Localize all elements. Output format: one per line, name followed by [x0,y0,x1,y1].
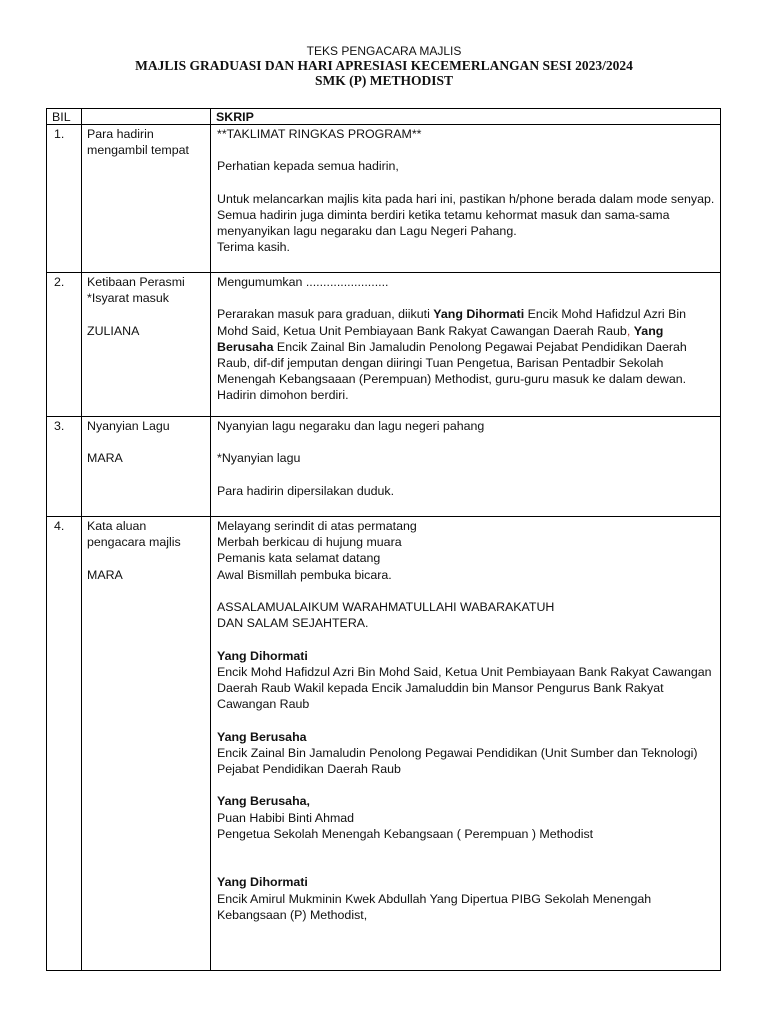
guest-title: Yang Dihormati [217,875,308,890]
row-item [82,417,211,517]
row-script [211,125,721,273]
table-row [47,517,721,971]
guest-title: Yang Berusaha, [217,794,310,809]
row-script [211,273,721,417]
row-item [82,517,211,971]
event-title: MAJLIS GRADUASI DAN HARI APRESIASI KECEMERLANGAN SESI 2023/2024 [135,58,633,73]
row-number: 2. [47,273,82,417]
pantun-line: Awal Bismillah pembuka bicara. [217,567,392,582]
bil-header: BIL [47,109,82,125]
item-line: *Isyarat masuk [87,291,169,306]
script-paragraph: Hadirin dimohon berdiri. [217,388,349,403]
guest-title: Yang Dihormati [217,648,308,663]
script-table [46,108,721,971]
skrip-header: SKRIP [211,109,721,125]
item-line: pengacara majlis [87,535,181,550]
guest-description: Encik Zainal Bin Jamaludin Penolong Pegawai Pendidikan (Unit Sumber dan Teknologi) Pejabat Pendidikan Daerah Raub [217,745,698,776]
table-row [47,125,721,273]
document-subtitle: TEKS PENGACARA MAJLIS [306,44,462,58]
guest-description: Puan Habibi Binti Ahmad [217,810,355,825]
row-number: 1. [47,125,82,273]
row-item [82,125,211,273]
script-title: **TAKLIMAT RINGKAS PROGRAM** [217,127,422,141]
script-paragraph: Untuk melancarkan majlis kita pada hari ini, pastikan h/phone berada dalam mode senyap. Semua hadirin juga diminta berdiri ketika tetamu kehormat masuk dan sama-sama menyanyikan lagu negaraku dan Lagu Negeri Pahang. [217,191,715,239]
item-header [82,109,211,125]
row-number: 4. [47,517,82,971]
item-line: mengambil tempat [87,143,189,158]
guest-title: Yang Berusaha [217,729,307,744]
pantun-line: Merbah berkicau di hujung muara [217,535,402,550]
greeting-line: DAN SALAM SEJAHTERA. [217,616,369,631]
presenter-name: MARA [87,451,123,466]
item-line: Para hadirin [87,127,154,141]
guest-description: Encik Amirul Mukminin Kwek Abdullah Yang Dipertua PIBG Sekolah Menengah Kebangsaan (P) Methodist, [217,891,652,922]
school-name: SMK (P) METHODIST [314,73,453,88]
item-line: Kata aluan [87,519,147,533]
greeting-line: ASSALAMUALAIKUM WARAHMATULLAHI WABARAKATUH [217,600,555,614]
row-script [211,517,721,971]
table-row [47,417,721,517]
table-header-row [47,109,721,125]
pantun-line: Pemanis kata selamat datang [217,551,381,566]
guest-description: Encik Mohd Hafidzul Azri Bin Mohd Said, Ketua Unit Pembiayaan Bank Rakyat Cawangan Daerah Raub Wakil kepada Encik Jamaluddin bin Mansor Pengurus Bank Rakyat Cawangan Raub [217,664,712,712]
item-line: Ketibaan Perasmi [87,275,185,289]
presenter-name: MARA [87,567,123,582]
table-row [47,273,721,417]
script-paragraph: Terima kasih. [217,240,290,255]
document-header [0,44,768,88]
row-script [211,417,721,517]
script-paragraph: Perarakan masuk para graduan, diikuti Yang Dihormati Encik Mohd Hafidzul Azri Bin Mohd Said, Ketua Unit Pembiayaan Bank Rakyat Cawangan Daerah Raub, Yang Berusaha Encik Zainal Bin Jamaludin Penolong Pegawai Pejabat Pendidikan Daerah Raub, dif-dif jemputan dengan diiringi Tuan Pengetua, Barisan Pentadbir Sekolah Menengah Kebangsaaan (Perempuan) Methodist, guru-guru masuk ke dalam dewan. [217,307,687,387]
item-line: Nyanyian Lagu [87,419,170,433]
pantun-line: Melayang serindit di atas permatang [217,519,417,533]
row-number: 3. [47,417,82,517]
script-paragraph: Para hadirin dipersilakan duduk. [217,483,395,498]
script-paragraph: Perhatian kepada semua hadirin, [217,159,399,174]
row-item [82,273,211,417]
guest-description: Pengetua Sekolah Menengah Kebangsaan ( Perempuan ) Methodist [217,826,594,841]
script-paragraph: Mengumumkan ........................ [217,275,389,289]
presenter-name: ZULIANA [87,323,140,338]
script-paragraph: Nyanyian lagu negaraku dan lagu negeri pahang [217,419,485,433]
script-paragraph: *Nyanyian lagu [217,451,301,466]
